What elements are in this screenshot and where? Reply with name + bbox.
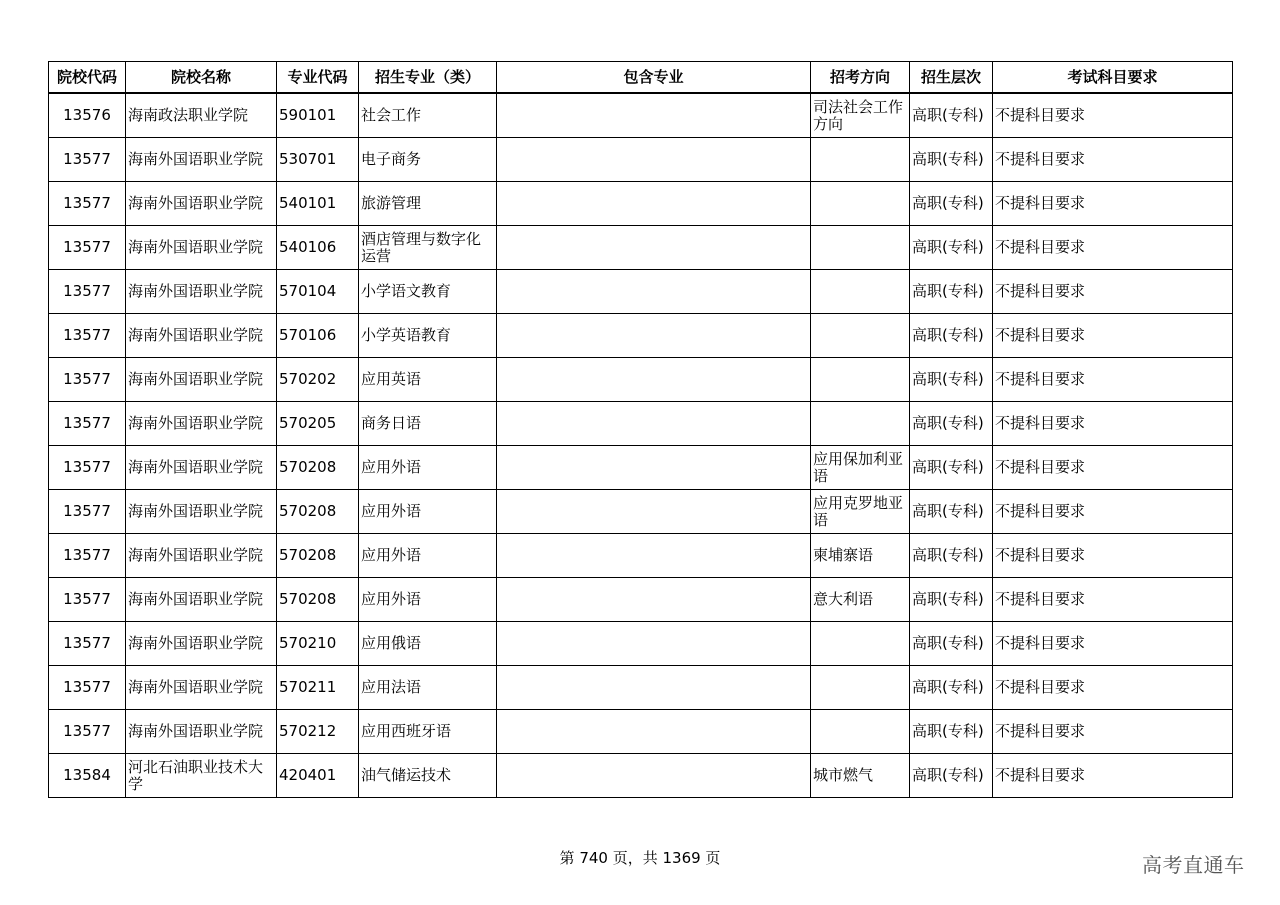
cell-included-majors bbox=[497, 358, 811, 402]
table-row bbox=[49, 93, 1233, 138]
cell-level: 高职(专科) bbox=[910, 402, 993, 446]
cell-major-name: 应用外语 bbox=[359, 446, 497, 490]
page-number: 第 740 页，共 1369 页 bbox=[559, 849, 721, 867]
cell-school-code: 13577 bbox=[49, 314, 126, 358]
cell-major-code: 570205 bbox=[277, 402, 359, 446]
cell-school-code: 13577 bbox=[49, 270, 126, 314]
cell-included-majors bbox=[497, 622, 811, 666]
cell-subject-requirement: 不提科目要求 bbox=[993, 314, 1233, 358]
table-row bbox=[49, 138, 1233, 182]
cell-level: 高职(专科) bbox=[910, 358, 993, 402]
cell-school-code: 13577 bbox=[49, 534, 126, 578]
cell-major-name: 小学英语教育 bbox=[359, 314, 497, 358]
cell-school-name: 海南外国语职业学院 bbox=[126, 402, 277, 446]
cell-subject-requirement: 不提科目要求 bbox=[993, 226, 1233, 270]
cell-level: 高职(专科) bbox=[910, 754, 993, 798]
cell-school-code: 13577 bbox=[49, 138, 126, 182]
cell-major-name: 小学语文教育 bbox=[359, 270, 497, 314]
cell-major-name: 酒店管理与数字化运营 bbox=[359, 226, 497, 270]
table-row bbox=[49, 622, 1233, 666]
table-row bbox=[49, 666, 1233, 710]
cell-direction: 司法社会工作方向 bbox=[811, 93, 910, 138]
cell-school-code: 13577 bbox=[49, 402, 126, 446]
cell-level: 高职(专科) bbox=[910, 446, 993, 490]
cell-level: 高职(专科) bbox=[910, 578, 993, 622]
cell-included-majors bbox=[497, 93, 811, 138]
table-row bbox=[49, 578, 1233, 622]
cell-major-code: 570212 bbox=[277, 710, 359, 754]
cell-direction bbox=[811, 622, 910, 666]
cell-subject-requirement: 不提科目要求 bbox=[993, 666, 1233, 710]
cell-school-code: 13577 bbox=[49, 226, 126, 270]
cell-major-code: 530701 bbox=[277, 138, 359, 182]
cell-school-name: 海南外国语职业学院 bbox=[126, 534, 277, 578]
cell-included-majors bbox=[497, 402, 811, 446]
cell-school-name: 海南政法职业学院 bbox=[126, 93, 277, 138]
cell-direction bbox=[811, 358, 910, 402]
cell-level: 高职(专科) bbox=[910, 666, 993, 710]
cell-included-majors bbox=[497, 754, 811, 798]
table-row bbox=[49, 226, 1233, 270]
cell-direction bbox=[811, 182, 910, 226]
cell-direction: 城市燃气 bbox=[811, 754, 910, 798]
cell-included-majors bbox=[497, 534, 811, 578]
cell-level: 高职(专科) bbox=[910, 270, 993, 314]
cell-level: 高职(专科) bbox=[910, 314, 993, 358]
table-row bbox=[49, 314, 1233, 358]
cell-subject-requirement: 不提科目要求 bbox=[993, 446, 1233, 490]
cell-level: 高职(专科) bbox=[910, 138, 993, 182]
cell-level: 高职(专科) bbox=[910, 226, 993, 270]
cell-major-code: 590101 bbox=[277, 93, 359, 138]
cell-school-name: 海南外国语职业学院 bbox=[126, 358, 277, 402]
header-subject-requirement: 考试科目要求 bbox=[993, 62, 1233, 94]
cell-major-code: 570202 bbox=[277, 358, 359, 402]
table-row bbox=[49, 402, 1233, 446]
header-major-code: 专业代码 bbox=[277, 62, 359, 94]
table-body bbox=[49, 93, 1233, 798]
header-school-name: 院校名称 bbox=[126, 62, 277, 94]
cell-school-name: 海南外国语职业学院 bbox=[126, 226, 277, 270]
cell-level: 高职(专科) bbox=[910, 182, 993, 226]
cell-included-majors bbox=[497, 710, 811, 754]
cell-major-code: 420401 bbox=[277, 754, 359, 798]
cell-direction bbox=[811, 226, 910, 270]
table-header-row bbox=[49, 62, 1233, 94]
cell-major-code: 570106 bbox=[277, 314, 359, 358]
table-row bbox=[49, 490, 1233, 534]
cell-subject-requirement: 不提科目要求 bbox=[993, 622, 1233, 666]
cell-school-code: 13577 bbox=[49, 446, 126, 490]
cell-school-code: 13577 bbox=[49, 710, 126, 754]
cell-level: 高职(专科) bbox=[910, 534, 993, 578]
cell-major-name: 应用西班牙语 bbox=[359, 710, 497, 754]
cell-included-majors bbox=[497, 138, 811, 182]
cell-direction bbox=[811, 138, 910, 182]
header-school-code: 院校代码 bbox=[49, 62, 126, 94]
cell-level: 高职(专科) bbox=[910, 710, 993, 754]
cell-major-code: 570208 bbox=[277, 446, 359, 490]
cell-subject-requirement: 不提科目要求 bbox=[993, 358, 1233, 402]
cell-school-code: 13577 bbox=[49, 666, 126, 710]
header-major-name: 招生专业（类） bbox=[359, 62, 497, 94]
cell-school-name: 海南外国语职业学院 bbox=[126, 270, 277, 314]
cell-subject-requirement: 不提科目要求 bbox=[993, 138, 1233, 182]
cell-major-name: 应用法语 bbox=[359, 666, 497, 710]
cell-level: 高职(专科) bbox=[910, 93, 993, 138]
header-direction: 招考方向 bbox=[811, 62, 910, 94]
cell-major-name: 社会工作 bbox=[359, 93, 497, 138]
cell-major-code: 570208 bbox=[277, 578, 359, 622]
cell-direction bbox=[811, 314, 910, 358]
cell-included-majors bbox=[497, 446, 811, 490]
cell-subject-requirement: 不提科目要求 bbox=[993, 93, 1233, 138]
cell-direction: 意大利语 bbox=[811, 578, 910, 622]
header-included-majors: 包含专业 bbox=[497, 62, 811, 94]
cell-subject-requirement: 不提科目要求 bbox=[993, 182, 1233, 226]
cell-included-majors bbox=[497, 182, 811, 226]
cell-major-name: 油气储运技术 bbox=[359, 754, 497, 798]
cell-included-majors bbox=[497, 314, 811, 358]
cell-school-code: 13576 bbox=[49, 93, 126, 138]
cell-school-name: 海南外国语职业学院 bbox=[126, 622, 277, 666]
cell-major-name: 电子商务 bbox=[359, 138, 497, 182]
cell-school-code: 13577 bbox=[49, 622, 126, 666]
cell-school-name: 海南外国语职业学院 bbox=[126, 710, 277, 754]
cell-direction: 应用克罗地亚语 bbox=[811, 490, 910, 534]
cell-school-code: 13577 bbox=[49, 182, 126, 226]
cell-direction bbox=[811, 710, 910, 754]
cell-school-name: 海南外国语职业学院 bbox=[126, 666, 277, 710]
cell-school-name: 海南外国语职业学院 bbox=[126, 182, 277, 226]
cell-major-name: 应用外语 bbox=[359, 534, 497, 578]
cell-major-code: 570208 bbox=[277, 534, 359, 578]
cell-direction: 应用保加利亚语 bbox=[811, 446, 910, 490]
cell-subject-requirement: 不提科目要求 bbox=[993, 534, 1233, 578]
cell-school-name: 海南外国语职业学院 bbox=[126, 138, 277, 182]
cell-subject-requirement: 不提科目要求 bbox=[993, 490, 1233, 534]
cell-subject-requirement: 不提科目要求 bbox=[993, 578, 1233, 622]
cell-major-name: 旅游管理 bbox=[359, 182, 497, 226]
cell-major-name: 应用英语 bbox=[359, 358, 497, 402]
cell-school-code: 13577 bbox=[49, 578, 126, 622]
cell-major-code: 540101 bbox=[277, 182, 359, 226]
cell-major-name: 应用俄语 bbox=[359, 622, 497, 666]
cell-major-name: 商务日语 bbox=[359, 402, 497, 446]
cell-school-name: 海南外国语职业学院 bbox=[126, 314, 277, 358]
table-row bbox=[49, 710, 1233, 754]
cell-major-code: 570210 bbox=[277, 622, 359, 666]
cell-school-name: 海南外国语职业学院 bbox=[126, 490, 277, 534]
cell-included-majors bbox=[497, 270, 811, 314]
table-row bbox=[49, 534, 1233, 578]
cell-subject-requirement: 不提科目要求 bbox=[993, 754, 1233, 798]
cell-major-code: 570211 bbox=[277, 666, 359, 710]
cell-major-name: 应用外语 bbox=[359, 578, 497, 622]
watermark: 高考直通车 bbox=[1142, 853, 1245, 877]
cell-subject-requirement: 不提科目要求 bbox=[993, 270, 1233, 314]
cell-direction: 柬埔寨语 bbox=[811, 534, 910, 578]
table-row bbox=[49, 358, 1233, 402]
cell-school-name: 海南外国语职业学院 bbox=[126, 578, 277, 622]
cell-included-majors bbox=[497, 226, 811, 270]
table-row bbox=[49, 270, 1233, 314]
cell-school-name: 河北石油职业技术大学 bbox=[126, 754, 277, 798]
cell-direction bbox=[811, 666, 910, 710]
cell-included-majors bbox=[497, 490, 811, 534]
cell-level: 高职(专科) bbox=[910, 490, 993, 534]
cell-school-name: 海南外国语职业学院 bbox=[126, 446, 277, 490]
cell-major-code: 540106 bbox=[277, 226, 359, 270]
table-row bbox=[49, 182, 1233, 226]
header-level: 招生层次 bbox=[910, 62, 993, 94]
cell-school-code: 13577 bbox=[49, 358, 126, 402]
cell-major-code: 570104 bbox=[277, 270, 359, 314]
cell-subject-requirement: 不提科目要求 bbox=[993, 710, 1233, 754]
cell-direction bbox=[811, 402, 910, 446]
cell-major-name: 应用外语 bbox=[359, 490, 497, 534]
cell-included-majors bbox=[497, 578, 811, 622]
cell-included-majors bbox=[497, 666, 811, 710]
cell-subject-requirement: 不提科目要求 bbox=[993, 402, 1233, 446]
admissions-table bbox=[48, 61, 1233, 798]
cell-direction bbox=[811, 270, 910, 314]
cell-major-code: 570208 bbox=[277, 490, 359, 534]
cell-school-code: 13584 bbox=[49, 754, 126, 798]
cell-school-code: 13577 bbox=[49, 490, 126, 534]
table-row bbox=[49, 754, 1233, 798]
cell-level: 高职(专科) bbox=[910, 622, 993, 666]
table-row bbox=[49, 446, 1233, 490]
